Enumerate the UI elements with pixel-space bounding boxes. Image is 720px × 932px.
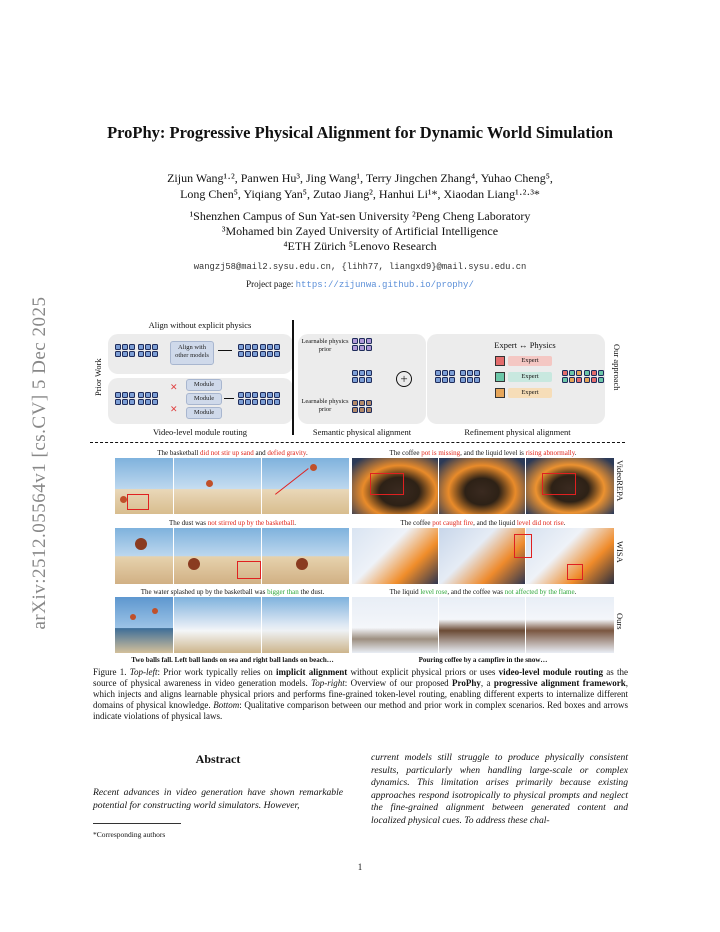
arxiv-stamp: arXiv:2512.05564v1 [cs.CV] 5 Dec 2025 (29, 296, 50, 630)
basketball-icon (152, 608, 158, 614)
token-grid-icon (238, 392, 258, 405)
paper-title: ProPhy: Progressive Physical Alignment for Dynamic World Simulation (107, 123, 613, 142)
basketball-frame (115, 597, 173, 653)
authors-line-2: Long Chen⁵, Yiqiang Yan⁵, Zutao Jiang², Hanhui Li¹*, Xiaodan Liang¹·²·³* (180, 187, 540, 201)
row1-left-caption: The basketball did not stir up sand and defied gravity. (157, 449, 308, 457)
row-label-wisa: WISA (615, 541, 625, 563)
prior-work-label: Prior Work (93, 358, 103, 396)
abstract-right-column: current models still struggle to produce physically consistent results, particularly when handling large-scale or complex dynamics. This limitation arises primarily because existing approaches respond isotropically to physical prompts and neglect the fine-grained alignment between generated content and localized physical cues. To address these chal- (371, 752, 628, 826)
affiliation-line-3: ⁴ETH Zürich ⁵Lenovo Research (283, 239, 437, 253)
project-label: Project page: (246, 279, 296, 289)
basketball-icon (120, 496, 127, 503)
basketball-icon (188, 558, 200, 570)
token-grid-icon (435, 370, 455, 383)
token-grid-icon (352, 370, 372, 383)
align-with-models-box: Align with other models (170, 341, 214, 365)
module-box: Module (186, 393, 222, 405)
token-grid-icon (138, 392, 158, 405)
basketball-icon (206, 480, 213, 487)
footnote-rule (93, 823, 181, 824)
token-grid-icon (460, 370, 480, 383)
abstract-heading: Abstract (195, 752, 241, 766)
basketball-icon (130, 614, 136, 620)
row1-right-caption: The coffee pot is missing, and the liquid level is rising abnormally. (389, 449, 577, 457)
token-grid-icon (115, 344, 135, 357)
token-grid-icon (260, 344, 280, 357)
token-grid-icon (138, 344, 158, 357)
expert-box: Expert (508, 356, 552, 366)
red-token-icon (495, 356, 505, 366)
basketball-frame (262, 528, 349, 584)
coffee-snow-frame (352, 597, 438, 653)
affiliations (100, 209, 620, 254)
violation-box (567, 564, 583, 580)
learnable-prior-top: Learnable physics prior (301, 338, 349, 353)
physics-prior-grid-icon (352, 338, 372, 351)
basketball-icon (296, 558, 308, 570)
bottom-right-prompt: Pouring coffee by a campfire in the snow… (418, 656, 548, 664)
token-grid-icon (562, 370, 582, 383)
cross-icon: ✕ (170, 382, 178, 392)
author-emails: wangzj58@mail2.sysu.edu.cn, {lihh77, liangxd9}@mail.sysu.edu.cn (193, 262, 527, 272)
orange-token-icon (495, 388, 505, 398)
footnote: *Corresponding authors (93, 830, 166, 839)
row3-left-caption: The water splashed up by the basketball was bigger than the dust. (140, 588, 325, 596)
bottom-left-prompt: Two balls fall. Left ball lands on sea and right ball lands on beach… (131, 656, 334, 664)
basketball-frame (174, 597, 261, 653)
expert-box: Expert (508, 388, 552, 398)
row3-right-caption: The liquid level rose, and the coffee was not affected by the flame. (389, 588, 577, 596)
project-url-link[interactable]: https://zijunwa.github.io/prophy/ (295, 280, 474, 290)
semantic-alignment-label: Semantic physical alignment (312, 427, 412, 437)
coffee-snow-frame (526, 597, 614, 653)
video-level-routing-label: Video-level module routing (153, 427, 247, 437)
violation-box (514, 534, 532, 558)
violation-box (127, 494, 149, 510)
affiliation-line-2: ³Mohamed bin Zayed University of Artificial Intelligence (221, 224, 499, 238)
token-grid-icon (584, 370, 604, 383)
coffee-fire-frame (439, 458, 525, 514)
basketball-frame (174, 458, 261, 514)
row2-right-caption: The coffee pot caught fire, and the liquid level did not rise. (400, 519, 566, 527)
figure-caption: Figure 1. Top-left: Prior work typically relies on implicit alignment without explicit physical priors or uses video-level module routing as the source of physical awareness in video generation models. Top-right: Overview of our proposed ProPhy, a progressive alignment framework, which injects and aligns learnable physical priors and performs fine-grained token-level routing, enabling different experts to internalize different domains of physical knowledge. Bottom: Qualitative comparison between our method and prior work in complex scenarios. Red boxes and arrows indicate violations of physical laws. (93, 667, 629, 721)
basketball-frame (262, 597, 349, 653)
vertical-divider (292, 320, 294, 435)
violation-box (370, 473, 404, 495)
row2-left-caption: The dust was not stirred up by the basketball. (169, 519, 296, 527)
module-box: Module (186, 379, 222, 391)
token-grid-icon (238, 344, 258, 357)
authors (100, 170, 620, 202)
basketball-frame (262, 458, 349, 514)
basketball-icon (310, 464, 317, 471)
authors-line-1: Zijun Wang¹·², Panwen Hu³, Jing Wang¹, Terry Jingchen Zhang⁴, Yuhao Cheng⁵, (167, 171, 553, 185)
coffee-fire-frame (439, 528, 525, 584)
refinement-alignment-label: Refinement physical alignment (464, 427, 571, 437)
page-number: 1 (357, 862, 363, 872)
basketball-frame (115, 528, 173, 584)
basketball-icon (135, 538, 147, 550)
arrow-icon (224, 398, 234, 399)
project-page (100, 279, 620, 290)
align-without-label: Align without explicit physics (148, 320, 252, 330)
cross-icon: ✕ (170, 404, 178, 414)
violation-box (542, 473, 576, 495)
arrow-icon (218, 350, 232, 351)
green-token-icon (495, 372, 505, 382)
expert-box: Expert (508, 372, 552, 382)
row-label-ours: Ours (615, 613, 625, 630)
row-label-videorepa: VideoREPA (615, 460, 625, 502)
our-approach-label: Our approach (612, 344, 622, 391)
coffee-fire-frame (352, 528, 438, 584)
coffee-snow-frame (439, 597, 525, 653)
figure-1 (90, 316, 630, 664)
affiliation-line-1: ¹Shenzhen Campus of Sun Yat-sen University ²Peng Cheng Laboratory (189, 209, 531, 223)
token-grid-icon (260, 392, 280, 405)
abstract-left-column: Recent advances in video generation have shown remarkable potential for constructing world simulators. However, (93, 787, 343, 811)
dashed-divider (90, 442, 625, 443)
physics-prior-grid-icon (352, 400, 372, 413)
add-operator-icon: + (396, 371, 412, 387)
token-grid-icon (115, 392, 135, 405)
violation-box (237, 561, 261, 579)
module-box: Module (186, 407, 222, 419)
learnable-prior-bottom: Learnable physics prior (301, 398, 349, 413)
expert-physics-label: Expert ↔ Physics (494, 340, 556, 350)
